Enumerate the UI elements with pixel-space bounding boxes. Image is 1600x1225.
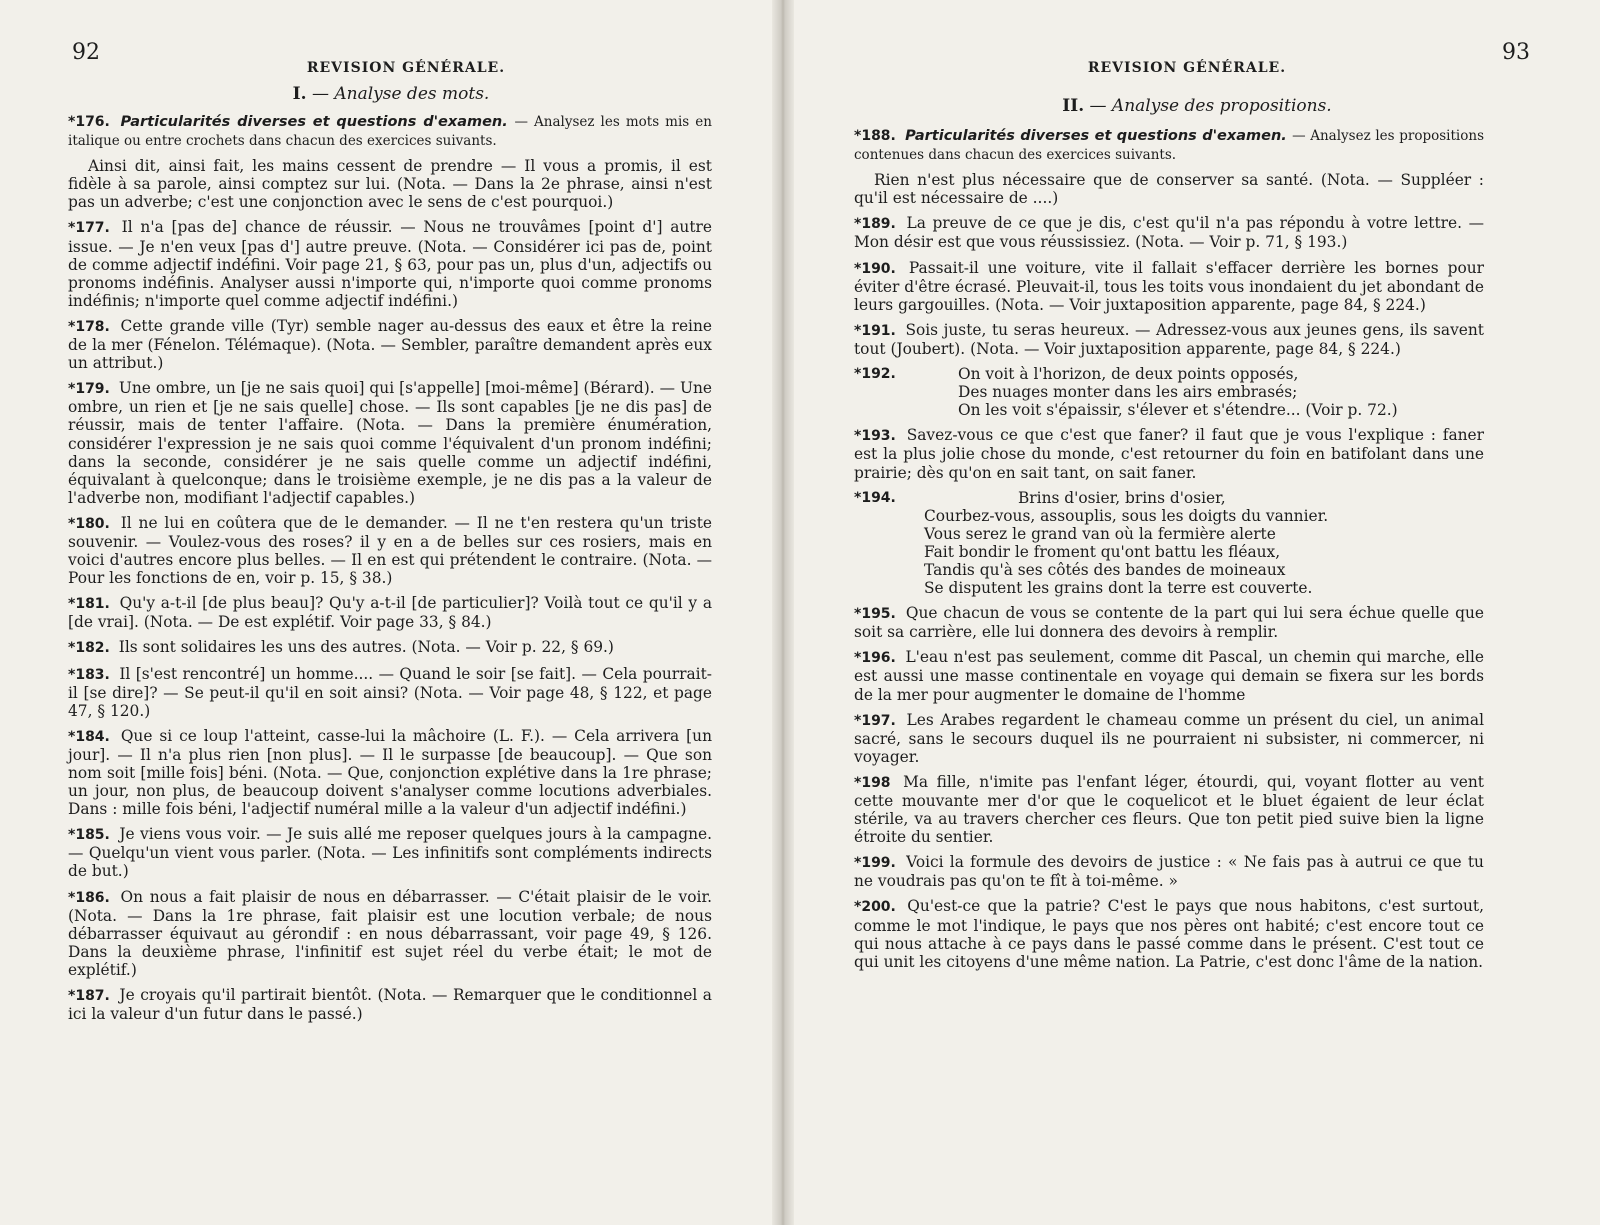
exercise-198: [854, 773, 1484, 846]
exercise-number: *187.: [68, 988, 110, 1005]
page-number: 92: [72, 40, 100, 65]
exercise-189: [854, 214, 1484, 251]
exercise-186: [68, 888, 712, 979]
exercise-188: [854, 126, 1484, 164]
exercise-number: *191.: [854, 322, 896, 339]
exercise-text: Une ombre, un [je ne sais quoi] qui [s'appelle] [moi-même] (Bérard). — Une ombre, un rien et [je ne sais quelle] chose. — Ils sont capables [je ne dis pas] de réussir, mais de tenter l'affaire. (Nota. — Dans la première énumération, considérer l'expression je ne sais quoi comme l'équivalent d'un pronom indéfini; dans la seconde, considérer je ne sais quelle comme un adjectif indéfini, équivalant à quelconque; dans le troisième exemple, je ne dis pas a la valeur de l'adverbe non, modifiant l'adjectif capables.): [68, 379, 712, 507]
poem-line: On les voit s'épaissir, s'élever et s'étendre... (Voir p. 72.): [958, 401, 1398, 420]
exercise-number: *192.: [854, 366, 896, 383]
poem-lines: [924, 489, 1484, 598]
section-title-text: — Analyse des propositions.: [1089, 96, 1332, 116]
exercise-text: Que chacun de vous se contente de la part qui lui sera échue quelle que soit sa carrière, elle lui donnera des devoirs à remplir.: [854, 604, 1484, 642]
right-page-content: [854, 126, 1484, 978]
poem-line: Tandis qu'à ses côtés des bandes de moineaux: [924, 560, 1286, 579]
exercise-182: [68, 638, 712, 657]
exercise-number: *183.: [68, 666, 110, 683]
exercise-text: La preuve de ce que je dis, c'est qu'il n'a pas répondu à votre lettre. — Mon désir est que vous réussissiez. (Nota. — Voir p. 71, § 193.): [854, 214, 1484, 252]
exercise-200: [854, 897, 1484, 970]
page-number: 93: [1502, 40, 1530, 65]
exercise-188-text: [854, 171, 1484, 207]
exercise-190: [854, 259, 1484, 314]
poem-line: Vous serez le grand van où la fermière alerte: [924, 524, 1276, 543]
exercise-text: Qu'y a-t-il [de plus beau]? Qu'y a-t-il [de particulier]? Voilà tout ce qu'il y a [de vrai]. (Nota. — De est explétif. Voir page 33, § 84.): [68, 594, 712, 632]
exercise-text: Les Arabes regardent le chameau comme un présent du ciel, un animal sacré, sans le secours duquel ils ne pourraient ni subsister, ni commercer, ni voyager.: [854, 710, 1484, 766]
exercise-185: [68, 825, 712, 880]
exercise-number: *188.: [854, 128, 896, 144]
exercise-text: Je viens vous voir. — Je suis allé me reposer quelques jours à la campagne. — Quelqu'un vient vous parler. (Nota. — Les infinitifs sont compléments indirects de but.): [68, 825, 712, 881]
exercise-instruction: — Analysez les propositions contenues dans chacun des exercices suivants.: [854, 128, 1484, 164]
poem-line: Courbez-vous, assouplis, sous les doigts du vannier.: [924, 506, 1329, 525]
poem-line: Se disputent les grains dont la terre est couverte.: [924, 579, 1313, 598]
left-page-content: [68, 112, 712, 1030]
exercise-text: Il ne lui en coûtera que de le demander. — Il ne t'en restera qu'un triste souvenir. — Voulez-vous des roses? il y en a de belles sur ces rosiers, mais en voici d'autres encore plus belles. — Il en est qui prétendent le contraire. (Nota. — Pour les fonctions de en, voir p. 15, § 38.): [68, 513, 712, 588]
exercise-number: *195.: [854, 606, 896, 623]
exercise-191: [854, 321, 1484, 358]
exercise-number: *189.: [854, 216, 896, 233]
exercise-text: Passait-il une voiture, vite il fallait s'effacer derrière les bornes pour éviter d'être écrasé. Pleuvait-il, tous les toits vous inondaient du jet abondant de leurs gargouilles. (Nota. — Voir juxtaposition apparente, page 84, § 224.): [854, 258, 1485, 314]
exercise-199: [854, 853, 1484, 890]
exercise-number: *193.: [854, 428, 896, 445]
poem-line: Brins d'osier, brins d'osier,: [1018, 488, 1226, 507]
exercise-176: [68, 112, 712, 150]
book-gutter: [772, 0, 794, 1225]
exercise-number: *198: [854, 774, 891, 791]
exercise-179: [68, 379, 712, 507]
exercise-192: [854, 365, 1484, 419]
section-title: [5, 84, 777, 104]
exercise-number: *180.: [68, 515, 110, 532]
exercise-text: Voici la formule des devoirs de justice : « Ne fais pas à autrui ce que tu ne voudrais pas qu'on te fît à toi-même. »: [854, 853, 1484, 891]
poem-lines: [924, 365, 1484, 419]
exercise-title: Particularités diverses et questions d'examen.: [120, 114, 508, 130]
exercise-184: [68, 727, 712, 818]
exercise-187: [68, 986, 712, 1023]
exercise-number: *177.: [68, 220, 110, 237]
exercise-196: [854, 648, 1484, 703]
exercise-instruction: — Analysez les mots mis en italique ou entre crochets dans chacun des exercices suivants.: [68, 114, 712, 150]
left-page: [0, 0, 772, 1225]
poem-line: Des nuages monter dans les airs embrasés;: [958, 383, 1298, 402]
exercise-text: Qu'est-ce que la patrie? C'est le pays que nous habitons, c'est surtout, comme le mot l'indique, le pays que nos pères ont habité; c'est encore tout ce qui nous attache à ce pays dans le passé comme dans le présent. C'est tout ce qui unit les citoyens d'une même nation. La Patrie, c'est donc l'âme de la nation.: [854, 897, 1484, 971]
exercise-number: *181.: [68, 596, 110, 613]
exercise-194: [854, 489, 1484, 598]
exercise-text: Il n'a [pas de] chance de réussir. — Nous ne trouvâmes [point d'] autre issue. — Je n'en veux [pas d'] autre preuve. (Nota. — Considérer ici pas de, point de comme adjectif indéfini. Voir page 21, § 63, pour pas un, plus d'un, adjectifs ou pronoms indéfinis. Analyser aussi n'importe qui, n'importe quoi comme pronoms indéfinis; n'importe quel comme adjectif indéfini.): [68, 218, 712, 310]
exercise-177: [68, 218, 712, 309]
exercise-180: [68, 514, 712, 587]
exercise-183: [68, 665, 712, 720]
exercise-number: *185.: [68, 827, 110, 844]
exercise-number: *184.: [68, 728, 110, 745]
exercise-text: Ainsi dit, ainsi fait, les mains cessent de prendre — Il vous a promis, il est fidèle à sa parole, ainsi comptez sur lui. (Nota. — Dans la 2e phrase, ainsi n'est pas un adverbe; c'est une conjonction avec le sens de c'est pourquoi.): [68, 157, 712, 212]
exercise-195: [854, 604, 1484, 641]
exercise-number: *190.: [854, 260, 896, 277]
exercise-number: *178.: [68, 318, 110, 335]
section-title: [794, 96, 1600, 116]
exercise-number: *176.: [68, 114, 110, 130]
exercise-text: Savez-vous ce que c'est que faner? il faut que je vous l'explique : faner est la plus jolie chose du monde, c'est retourner du foin en batifolant dans une prairie; dès qu'on en sait tant, on sait faner.: [854, 426, 1484, 482]
exercise-number: *186.: [68, 889, 110, 906]
exercise-text: Il [s'est rencontré] un homme.... — Quand le soir [se fait]. — Cela pourrait-il [se dire]? — Se peut-il qu'il en soit ainsi? (Nota. — Voir page 48, § 122, et page 47, § 120.): [68, 664, 712, 720]
exercise-text: On nous a fait plaisir de nous en débarrasser. — C'était plaisir de le voir. (Nota. — Dans la 1re phrase, fait plaisir est une locution verbale; de nous débarrasser équivaut au gérondif : en nous débarrassant, voir page 49, § 126. Dans la deuxième phrase, l'infinitif est sujet réel du verbe était; le mot de explétif.): [68, 887, 712, 979]
exercise-number: *196.: [854, 650, 896, 667]
exercise-181: [68, 594, 712, 631]
exercise-text: Cette grande ville (Tyr) semble nager au-dessus des eaux et être la reine de la mer (Fénelon. Télémaque). (Nota. — Sembler, paraître demandent après eux un attribut.): [68, 316, 712, 373]
poem-line: On voit à l'horizon, de deux points opposés,: [958, 365, 1299, 384]
section-title-text: — Analyse des mots.: [311, 84, 490, 104]
exercise-number: *197.: [854, 712, 896, 729]
running-head: REVISION GÉNÉRALE.: [1087, 60, 1287, 76]
exercise-number: *200.: [854, 899, 896, 916]
exercise-text: L'eau n'est pas seulement, comme dit Pascal, un chemin qui marche, elle est aussi une masse continentale en voyage qui demain se fixera sur les bords de la mer pour augmenter le domaine de l'homme: [854, 648, 1484, 704]
exercise-number: *194.: [854, 489, 896, 506]
exercise-176-text: [68, 157, 712, 211]
exercise-193: [854, 426, 1484, 481]
exercise-178: [68, 317, 712, 372]
exercise-197: [854, 711, 1484, 766]
exercise-text: Que si ce loup l'atteint, casse-lui la mâchoire (L. F.). — Cela arrivera [un jour]. — Il n'a plus rien [non plus]. — Il le surpasse [de beaucoup]. — Que son nom soit [mille fois] béni. (Nota. — Que, conjonction explétive dans la 1re phrase; un jour, non plus, de beaucoup doivent s'analyser comme locutions adverbiales. Dans : mille fois béni, l'adjectif numéral mille a la valeur d'un adjectif indéfini.): [68, 726, 712, 819]
right-page: [794, 0, 1600, 1225]
exercise-title: Particularités diverses et questions d'examen.: [905, 128, 1287, 144]
exercise-number: *199.: [854, 855, 896, 872]
exercise-text: Ils sont solidaires les uns des autres. (Nota. — Voir p. 22, § 69.): [118, 638, 614, 657]
exercise-number: *179.: [68, 381, 110, 398]
exercise-text: Sois juste, tu seras heureux. — Adressez-vous aux jeunes gens, ils savent tout (Joubert). (Nota. — Voir juxtaposition apparente, page 84, § 224.): [854, 320, 1484, 358]
exercise-text: Rien n'est plus nécessaire que de conserver sa santé. (Nota. — Suppléer : qu'il est nécessaire de ....): [854, 171, 1484, 208]
section-roman: I.: [292, 84, 307, 104]
exercise-text: Ma fille, n'imite pas l'enfant léger, étourdi, qui, voyant flotter au vent cette mouvante mer d'or que le coquelicot et le bluet égaient de leur éclat stérile, va au travers chercher ces fleurs. Que ton petit pied suive bien la ligne étroite du sentier.: [854, 772, 1484, 847]
running-head: REVISION GÉNÉRALE.: [306, 60, 506, 76]
poem-line: Fait bondir le froment qu'ont battu les fléaux,: [924, 542, 1281, 561]
section-roman: II.: [1062, 96, 1085, 116]
exercise-number: *182.: [68, 640, 110, 657]
exercise-text: Je croyais qu'il partirait bientôt. (Nota. — Remarquer que le conditionnel a ici la valeur d'un futur dans le passé.): [68, 986, 712, 1024]
